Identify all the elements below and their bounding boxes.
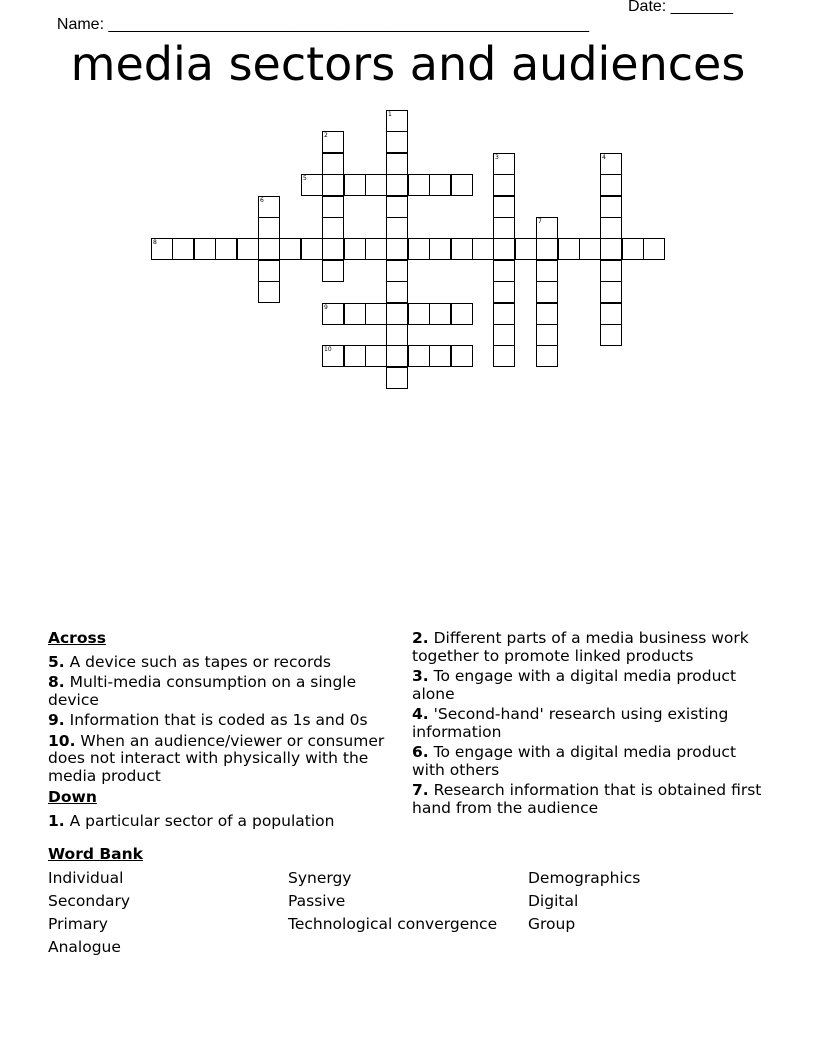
- grid-cell[interactable]: [322, 174, 344, 196]
- grid-cell[interactable]: [600, 303, 622, 325]
- grid-cell[interactable]: [493, 260, 515, 282]
- grid-cell[interactable]: [386, 238, 408, 260]
- grid-cell[interactable]: [493, 281, 515, 303]
- clue-number: 8: [153, 239, 157, 246]
- down-heading: Down: [48, 788, 97, 806]
- grid-cell[interactable]: [365, 238, 387, 260]
- grid-cell[interactable]: [386, 153, 408, 175]
- grid-cell[interactable]: [365, 174, 387, 196]
- grid-cell[interactable]: [365, 345, 387, 367]
- word-bank-item: Individual: [48, 869, 124, 887]
- grid-cell[interactable]: [279, 238, 301, 260]
- grid-cell[interactable]: [408, 303, 430, 325]
- word-bank-list: [48, 869, 768, 957]
- word-bank-item: Passive: [288, 892, 346, 910]
- grid-cell[interactable]: [579, 238, 601, 260]
- grid-cell[interactable]: [258, 281, 280, 303]
- page-title: media sectors and audiences: [70, 37, 746, 91]
- grid-cell[interactable]: [258, 196, 280, 218]
- grid-cell[interactable]: [600, 174, 622, 196]
- crossword-grid: [0, 0, 816, 400]
- clue-down-6: 6. To engage with a digital media product with others: [412, 743, 737, 779]
- grid-cell[interactable]: [515, 238, 537, 260]
- clue-number: 1: [388, 111, 392, 118]
- date-field[interactable]: Date: _______: [628, 0, 733, 15]
- word-bank-item: Group: [528, 915, 576, 933]
- grid-cell[interactable]: [386, 345, 408, 367]
- clue-number: 5: [303, 175, 307, 182]
- grid-cell[interactable]: [536, 303, 558, 325]
- clue-down-3: 3. To engage with a digital media product alone: [412, 667, 737, 703]
- grid-cell[interactable]: [408, 238, 430, 260]
- grid-cell[interactable]: [365, 303, 387, 325]
- grid-cell[interactable]: [386, 367, 408, 389]
- clue-number: 10: [324, 346, 332, 353]
- clue-down-1: 1. A particular sector of a population: [48, 811, 335, 830]
- grid-cell[interactable]: [493, 345, 515, 367]
- grid-cell[interactable]: [386, 324, 408, 346]
- grid-cell[interactable]: [344, 174, 366, 196]
- clues-right-column: [412, 630, 762, 820]
- grid-cell[interactable]: [643, 238, 665, 260]
- clue-down-7: 7. Research information that is obtained first hand from the audience: [412, 781, 762, 817]
- clue-across-10: 10. When an audience/viewer or consumer does not interact with physically with the media product: [48, 731, 385, 785]
- clue-down-2: 2. Different parts of a media business work together to promote linked products: [412, 629, 749, 665]
- grid-cell[interactable]: [322, 238, 344, 260]
- grid-cell[interactable]: [322, 217, 344, 239]
- grid-cell[interactable]: [451, 174, 473, 196]
- grid-cell[interactable]: [322, 303, 344, 325]
- name-field[interactable]: Name: ______________________________________________________: [56, 16, 589, 33]
- grid-cell[interactable]: [344, 345, 366, 367]
- clue-down-4: 4. 'Second-hand' research using existing information: [412, 705, 729, 741]
- grid-cell[interactable]: [600, 217, 622, 239]
- grid-cell[interactable]: [386, 196, 408, 218]
- grid-cell[interactable]: [600, 260, 622, 282]
- grid-cell[interactable]: [600, 153, 622, 175]
- grid-cell[interactable]: [536, 260, 558, 282]
- grid-cell[interactable]: [322, 345, 344, 367]
- grid-cell[interactable]: [600, 196, 622, 218]
- grid-cell[interactable]: [386, 217, 408, 239]
- clue-across-9: 9. Information that is coded as 1s and 0s: [48, 711, 368, 729]
- grid-cell[interactable]: [344, 238, 366, 260]
- grid-cell[interactable]: [536, 324, 558, 346]
- grid-cell[interactable]: [493, 217, 515, 239]
- grid-cell[interactable]: [600, 238, 622, 260]
- grid-cell[interactable]: [493, 303, 515, 325]
- grid-cell[interactable]: [386, 131, 408, 153]
- grid-cell[interactable]: [237, 238, 259, 260]
- word-bank-item: Secondary: [48, 892, 131, 910]
- grid-cell[interactable]: [600, 281, 622, 303]
- grid-cell[interactable]: [451, 303, 473, 325]
- grid-cell[interactable]: [493, 174, 515, 196]
- grid-cell[interactable]: [322, 260, 344, 282]
- grid-cell[interactable]: [151, 238, 173, 260]
- grid-cell[interactable]: [322, 153, 344, 175]
- grid-cell[interactable]: [344, 303, 366, 325]
- clue-number: 9: [324, 304, 328, 311]
- grid-cell[interactable]: [493, 324, 515, 346]
- grid-cell[interactable]: [386, 260, 408, 282]
- word-bank-item: Analogue: [48, 938, 121, 956]
- grid-cell[interactable]: [386, 174, 408, 196]
- word-bank-item: Technological convergence: [288, 915, 498, 933]
- grid-cell[interactable]: [472, 238, 494, 260]
- grid-cell[interactable]: [258, 238, 280, 260]
- grid-cell[interactable]: [386, 281, 408, 303]
- grid-cell[interactable]: [536, 238, 558, 260]
- grid-cell[interactable]: [408, 345, 430, 367]
- grid-cell[interactable]: [408, 174, 430, 196]
- grid-cell[interactable]: [493, 196, 515, 218]
- clue-across-8: 8. Multi-media consumption on a single device: [48, 673, 357, 709]
- grid-cell[interactable]: [451, 238, 473, 260]
- word-bank: [48, 845, 768, 957]
- grid-cell[interactable]: [622, 238, 644, 260]
- grid-cell[interactable]: [301, 238, 323, 260]
- grid-cell[interactable]: [429, 345, 451, 367]
- clue-across-5: 5. A device such as tapes or records: [48, 652, 331, 671]
- grid-cell[interactable]: [322, 131, 344, 153]
- grid-cell[interactable]: [194, 238, 216, 260]
- grid-cell[interactable]: [322, 196, 344, 218]
- grid-cell[interactable]: [429, 174, 451, 196]
- word-bank-item: Demographics: [528, 869, 641, 887]
- grid-cell[interactable]: [536, 281, 558, 303]
- grid-cell[interactable]: [258, 260, 280, 282]
- across-heading: Across: [48, 629, 106, 647]
- clue-number: 7: [538, 218, 542, 225]
- clue-number: 4: [602, 154, 606, 161]
- grid-cell[interactable]: [451, 345, 473, 367]
- grid-cell[interactable]: [301, 174, 323, 196]
- grid-cell[interactable]: [215, 238, 237, 260]
- word-bank-item: Digital: [528, 892, 579, 910]
- grid-cell[interactable]: [429, 238, 451, 260]
- grid-cell[interactable]: [536, 217, 558, 239]
- grid-cell[interactable]: [429, 303, 451, 325]
- clues-left-column: [48, 630, 398, 833]
- grid-cell[interactable]: [386, 303, 408, 325]
- clue-number: 6: [260, 197, 264, 204]
- grid-cell[interactable]: [493, 153, 515, 175]
- grid-cell[interactable]: [258, 217, 280, 239]
- word-bank-heading: Word Bank: [48, 845, 143, 863]
- clue-number: 3: [495, 154, 499, 161]
- grid-cell[interactable]: [536, 345, 558, 367]
- grid-cell[interactable]: [600, 324, 622, 346]
- grid-cell[interactable]: [172, 238, 194, 260]
- grid-cell[interactable]: [558, 238, 580, 260]
- word-bank-item: Synergy: [288, 869, 352, 887]
- clue-number: 2: [324, 132, 328, 139]
- grid-cell[interactable]: [386, 110, 408, 132]
- word-bank-item: Primary: [48, 915, 108, 933]
- grid-cell[interactable]: [493, 238, 515, 260]
